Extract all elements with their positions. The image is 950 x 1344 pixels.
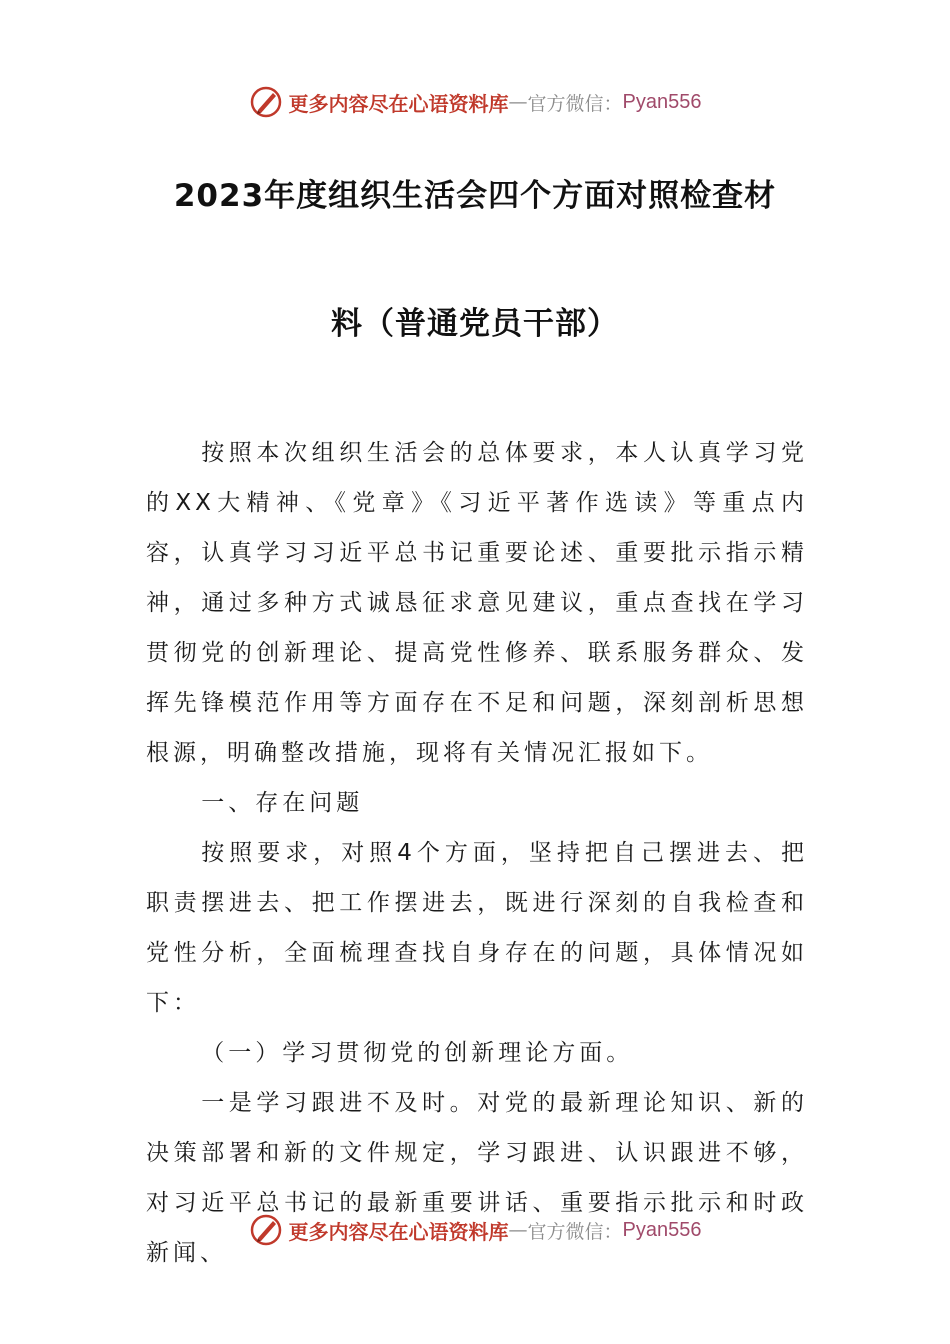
paragraph-intro: 按照本次组织生活会的总体要求，本人认真学习党的XX大精神、《党章》《习近平著作选读》等重点内容，认真学习习近平总书记重要论述、重要批示指示精神，通过多种方式诚恳征求意见建议，重点查找在学习贯彻党的创新理论、提高党性修养、联系服务群众、发挥先锋模范作用等方面存在不足和问题，深刻剖析思想根源，明确整改措施，现将有关情况汇报如下。	[146, 440, 808, 766]
watermark-wechat-id: Pyan556	[622, 1218, 702, 1241]
watermark-dash: —	[508, 1219, 528, 1241]
header-watermark	[0, 82, 950, 122]
subsection-heading: （一）学习贯彻党的创新理论方面。	[201, 1040, 634, 1066]
watermark-dash: —	[508, 91, 528, 113]
document-title-line-1: 2023年度组织生活会四个方面对照检查材	[173, 178, 777, 214]
watermark-wechat-label: 官方微信：	[527, 92, 623, 115]
watermark-text: 更多内容尽在心语资料库	[288, 1219, 509, 1244]
paragraph: 按照要求，对照4个方面，坚持把自己摆进去、把职责摆进去、把工作摆进去，既进行深刻的自我检查和党性分析，全面梳理查找自身存在的问题，具体情况如下：	[146, 840, 808, 1016]
watermark-wechat-id: Pyan556	[622, 90, 702, 113]
footer-watermark	[0, 1210, 950, 1250]
pen-logo-icon	[249, 85, 283, 119]
paragraph: 一是学习跟进不及时。对党的最新理论知识、新的决策部署和新的文件规定，学习跟进、认识跟进不够，对习近平总书记的最新重要讲话、重要指示批示和时政新闻、	[146, 1090, 808, 1266]
section-heading: 一、存在问题	[201, 790, 364, 816]
document-body	[146, 428, 808, 1278]
watermark-wechat-label: 官方微信：	[527, 1220, 623, 1243]
watermark-text: 更多内容尽在心语资料库	[288, 91, 509, 116]
pen-logo-icon	[249, 1213, 283, 1247]
document-title-line-2: 料（普通党员干部）	[331, 306, 619, 342]
